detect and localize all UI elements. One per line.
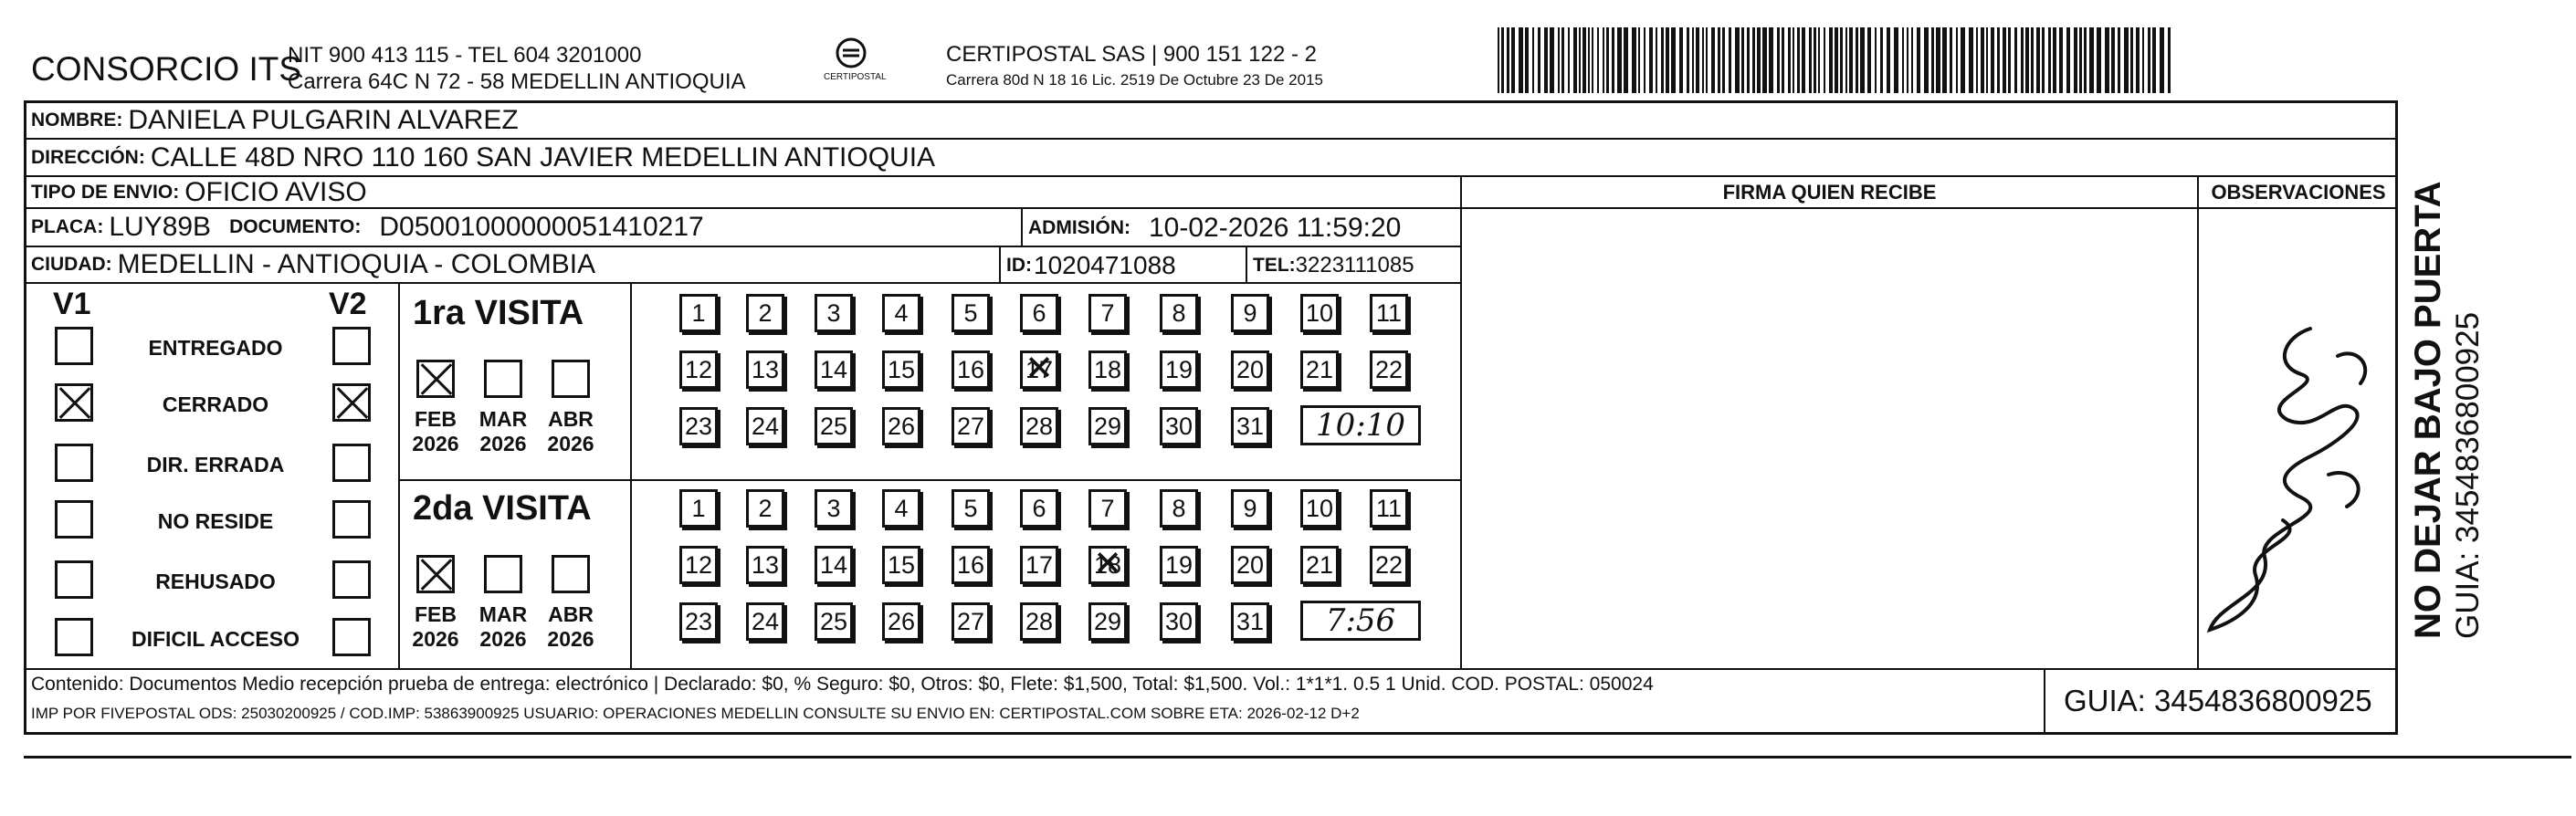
- barcode-bar: [1818, 27, 1820, 93]
- plate-value: LUY89B: [109, 212, 212, 242]
- side-text: [2407, 181, 2487, 639]
- side-guia: GUIA: 3454836800925: [2450, 311, 2486, 639]
- barcode-bar: [1519, 27, 1523, 93]
- barcode-bar: [1718, 27, 1720, 93]
- day-box[interactable]: 13: [746, 546, 784, 584]
- month-checkbox[interactable]: [552, 555, 590, 593]
- barcode-bar: [1950, 27, 1952, 93]
- handwritten-signature: [2201, 301, 2383, 648]
- day-box[interactable]: 11: [1370, 489, 1408, 528]
- barcode-bar: [1814, 27, 1816, 93]
- day-box[interactable]: 28: [1020, 602, 1058, 641]
- day-box[interactable]: 7: [1088, 489, 1127, 528]
- day-box[interactable]: 31: [1231, 407, 1269, 445]
- barcode-bar: [1829, 27, 1833, 93]
- observations-divider: [2197, 177, 2199, 668]
- month-label: [543, 602, 598, 652]
- v1-checkbox[interactable]: [55, 383, 93, 422]
- barcode-bar: [1793, 27, 1794, 93]
- barcode-bar: [1907, 27, 1908, 93]
- barcode-bar: [2084, 27, 2087, 93]
- month-name: FEB: [415, 602, 457, 626]
- months-divider: [630, 284, 632, 668]
- barcode-bar: [1986, 27, 1988, 93]
- day-box[interactable]: 4: [882, 294, 920, 332]
- barcode-bar: [1632, 27, 1636, 93]
- logo-text: CERTIPOSTAL: [824, 72, 887, 82]
- barcode-bar: [2130, 27, 2133, 93]
- certipostal-info: [946, 42, 1323, 93]
- barcode-bar: [1666, 27, 1669, 93]
- barcode-bar: [1976, 27, 1978, 93]
- plate-label: PLACA:: [31, 216, 104, 237]
- month-year: 2026: [547, 627, 594, 651]
- barcode-bar: [1638, 27, 1640, 93]
- day-box[interactable]: 12: [679, 350, 718, 389]
- certipostal-line1: CERTIPOSTAL SAS | 900 151 122 - 2: [946, 42, 1317, 67]
- barcode-bar: [1582, 27, 1586, 93]
- visit-time: 7:56: [1300, 601, 1421, 641]
- barcode-bar: [1769, 27, 1773, 93]
- barcode-bar: [1887, 27, 1890, 93]
- barcode-bar: [1840, 27, 1843, 93]
- day-box[interactable]: 3: [815, 294, 853, 332]
- day-box[interactable]: 12: [679, 546, 718, 584]
- day-box[interactable]: 6: [1020, 489, 1058, 528]
- barcode-bar: [1880, 27, 1883, 93]
- type-row: [24, 177, 1461, 209]
- barcode-bar: [1692, 27, 1694, 93]
- barcode-bar: [2168, 27, 2171, 93]
- day-box[interactable]: 21: [1300, 546, 1339, 584]
- barcode-bar: [2136, 27, 2140, 93]
- barcode-bar: [1624, 27, 1628, 93]
- day-box[interactable]: 19: [1160, 546, 1198, 584]
- barcode-bar: [1544, 27, 1548, 93]
- shipment-type: OFICIO AVISO: [184, 176, 367, 207]
- barcode-bar: [2066, 27, 2070, 93]
- barcode-bar: [1860, 27, 1865, 93]
- barcode-bar: [1911, 27, 1913, 93]
- barcode-bar: [1856, 27, 1858, 93]
- document-label: DOCUMENTO:: [229, 216, 362, 237]
- v2-checkbox[interactable]: [332, 327, 371, 365]
- document-value: D05001000000051410217: [379, 212, 704, 242]
- barcode-bar: [1735, 27, 1740, 93]
- barcode-bar: [2074, 27, 2077, 93]
- logo-icon: [835, 37, 867, 69]
- barcode-bar: [1894, 27, 1898, 93]
- barcode-bar: [1511, 27, 1515, 93]
- outer-bottom-line: [24, 756, 2571, 758]
- barcode-bar: [1809, 27, 1812, 93]
- barcode-bar: [1671, 27, 1676, 93]
- signature-header: FIRMA QUIEN RECIBE: [1722, 181, 1937, 204]
- month-label: [543, 407, 598, 456]
- barcode-bar: [1561, 27, 1564, 93]
- barcode-bar: [2111, 27, 2115, 93]
- barcode-bar: [2003, 27, 2006, 93]
- day-box[interactable]: 5: [952, 489, 990, 528]
- day-box[interactable]: 29: [1088, 602, 1127, 641]
- month-label: [408, 407, 463, 456]
- barcode-bar: [2021, 27, 2024, 93]
- company-name: CONSORCIO ITS: [31, 50, 302, 88]
- signature-left-divider: [1460, 177, 1462, 668]
- barcode-bar: [2152, 27, 2156, 93]
- guia-number: GUIA: 3454836800925: [2044, 668, 2400, 734]
- id-divider: [999, 247, 1001, 284]
- barcode-bar: [1797, 27, 1800, 93]
- day-box[interactable]: 24: [746, 407, 784, 445]
- month-label: [476, 407, 531, 456]
- barcode-bar: [2059, 27, 2063, 93]
- barcode-bar: [1991, 27, 1994, 93]
- day-box[interactable]: 15: [882, 350, 920, 389]
- tel-cell: [1246, 247, 1414, 284]
- day-box[interactable]: 17: [1020, 546, 1058, 584]
- month-checkbox[interactable]: [484, 555, 522, 593]
- day-box[interactable]: 10: [1300, 489, 1339, 528]
- barcode-bar: [2142, 27, 2144, 93]
- barcode-bar: [1687, 27, 1689, 93]
- day-box[interactable]: 16: [952, 350, 990, 389]
- id-value: 1020471088: [1034, 251, 1176, 279]
- day-box[interactable]: 23: [679, 407, 718, 445]
- barcode-bar: [2048, 27, 2051, 93]
- day-box[interactable]: 14: [815, 350, 853, 389]
- day-box[interactable]: 8: [1160, 294, 1198, 332]
- barcode-bar: [1603, 27, 1604, 93]
- barcode-bar: [1711, 27, 1715, 93]
- day-box[interactable]: 25: [815, 407, 853, 445]
- day-box[interactable]: 30: [1160, 407, 1198, 445]
- v1-header: V1: [53, 287, 91, 321]
- barcode-bar: [2031, 27, 2034, 93]
- barcode-bar: [2079, 27, 2082, 93]
- status-option-label: REHUSADO: [155, 570, 276, 593]
- day-box[interactable]: 4: [882, 489, 920, 528]
- day-box[interactable]: 2: [746, 489, 784, 528]
- barcode-bar: [1762, 27, 1767, 93]
- barcode-bar: [2160, 27, 2164, 93]
- barcode-bar: [1644, 27, 1645, 93]
- barcode-bar: [2097, 27, 2101, 93]
- barcode-bar: [1722, 27, 1725, 93]
- nit-line: NIT 900 413 115 - TEL 604 3201000: [288, 43, 642, 68]
- barcode-bar: [1942, 27, 1947, 93]
- barcode-bar: [1961, 27, 1965, 93]
- company-contact: [288, 42, 746, 95]
- barcode-bar: [1617, 27, 1622, 93]
- month-checkbox[interactable]: [416, 360, 455, 398]
- day-box[interactable]: 8: [1160, 489, 1198, 528]
- barcode-bar: [2014, 27, 2017, 93]
- tel-label: TEL:: [1253, 255, 1296, 276]
- barcode-bar: [1612, 27, 1614, 93]
- month-name: MAR: [478, 407, 528, 431]
- day-box[interactable]: 14: [815, 546, 853, 584]
- day-box[interactable]: 7: [1088, 294, 1127, 332]
- day-box[interactable]: 17 ✕: [1020, 350, 1058, 389]
- footer-contents: Contenido: Documentos Medio recepción prueba de entrega: electrónico | Declarado: $0, % Seguro: $0, Otros: $0, Flete: $1,500, Total: $1,500. Vol.: 1*1*1. 0.5 1 Unid. COD. POSTAL: 050024: [31, 674, 1654, 695]
- certipostal-line2: Carrera 80d N 18 16 Lic. 2519 De Octubre 23 De 2015: [946, 71, 1323, 89]
- barcode-bar: [1597, 27, 1599, 93]
- day-box[interactable]: 24: [746, 602, 784, 641]
- day-box[interactable]: 15: [882, 546, 920, 584]
- day-box[interactable]: 1: [679, 294, 718, 332]
- day-box[interactable]: 26: [882, 407, 920, 445]
- barcode-bar: [1747, 27, 1750, 93]
- day-box[interactable]: 5: [952, 294, 990, 332]
- admission-value: 10-02-2026 11:59:20: [1149, 213, 1402, 243]
- column-header-line: [1460, 207, 2398, 209]
- v2-checkbox[interactable]: [332, 618, 371, 656]
- barcode-bar: [1757, 27, 1761, 93]
- observations-header: OBSERVACIONES: [2211, 181, 2386, 204]
- day-box[interactable]: 22: [1370, 546, 1408, 584]
- barcode-bar: [1588, 27, 1590, 93]
- visit-title: 1ra VISITA: [413, 294, 584, 332]
- day-box[interactable]: 16: [952, 546, 990, 584]
- v1-checkbox[interactable]: [55, 560, 93, 599]
- day-box[interactable]: 18: [1088, 350, 1127, 389]
- day-box[interactable]: 11: [1370, 294, 1408, 332]
- barcode-bar: [2089, 27, 2094, 93]
- barcode-bar: [2124, 27, 2129, 93]
- barcode-bar: [1679, 27, 1683, 93]
- month-year: 2026: [547, 432, 594, 455]
- v1-checkbox[interactable]: [55, 327, 93, 365]
- barcode-bar: [1777, 27, 1780, 93]
- day-box[interactable]: 27: [952, 407, 990, 445]
- day-box[interactable]: 28: [1020, 407, 1058, 445]
- day-box[interactable]: 27: [952, 602, 990, 641]
- recipient-address: CALLE 48D NRO 110 160 SAN JAVIER MEDELLIN ANTIOQUIA: [150, 141, 936, 173]
- barcode-bar: [2118, 27, 2120, 93]
- barcode-bar: [2042, 27, 2045, 93]
- admission-label: ADMISIÓN:: [1028, 217, 1130, 238]
- barcode-bar: [1969, 27, 1973, 93]
- barcode-bar: [1849, 27, 1853, 93]
- name-label: NOMBRE:: [31, 110, 123, 131]
- barcode-bar: [1649, 27, 1653, 93]
- month-checkbox[interactable]: [484, 360, 522, 398]
- month-name: ABR: [548, 407, 594, 431]
- id-cell: [999, 247, 1176, 284]
- barcode-bar: [1696, 27, 1699, 93]
- recipient-name: DANIELA PULGARIN ALVAREZ: [128, 105, 519, 135]
- day-box[interactable]: 18 ✕: [1088, 546, 1127, 584]
- day-box[interactable]: 26: [882, 602, 920, 641]
- barcode-bar: [1741, 27, 1744, 93]
- side-instruction: NO DEJAR BAJO PUERTA: [2408, 181, 2448, 639]
- day-box[interactable]: 20: [1231, 546, 1269, 584]
- barcode-bar: [1924, 27, 1929, 93]
- day-box[interactable]: 19: [1160, 350, 1198, 389]
- barcode-bar: [2148, 27, 2150, 93]
- address-label: DIRECCIÓN:: [31, 146, 145, 168]
- v1-checkbox[interactable]: [55, 500, 93, 539]
- day-box[interactable]: 3: [815, 489, 853, 528]
- day-box[interactable]: 25: [815, 602, 853, 641]
- barcode-bar: [1661, 27, 1664, 93]
- barcode-bar: [1875, 27, 1877, 93]
- barcode-bar: [1550, 27, 1554, 93]
- v1-checkbox[interactable]: [55, 444, 93, 482]
- status-option-label: ENTREGADO: [148, 336, 283, 360]
- barcode-bar: [1956, 27, 1958, 93]
- id-label: ID:: [1006, 255, 1032, 276]
- day-box[interactable]: 10: [1300, 294, 1339, 332]
- status-option-label: DIR. ERRADA: [146, 453, 285, 476]
- month-name: FEB: [415, 407, 457, 431]
- barcode-bar: [1573, 27, 1577, 93]
- barcode-bar: [1917, 27, 1920, 93]
- barcode-bar: [2053, 27, 2056, 93]
- barcode-bar: [1802, 27, 1805, 93]
- month-name: ABR: [548, 602, 594, 626]
- day-box[interactable]: 22: [1370, 350, 1408, 389]
- barcode-bar: [2025, 27, 2029, 93]
- barcode-bar: [1936, 27, 1940, 93]
- tel-value: 3223111085: [1295, 253, 1414, 277]
- visit-title: 2da VISITA: [413, 489, 592, 528]
- v2-checkbox[interactable]: [332, 500, 371, 539]
- barcode-bar: [1902, 27, 1904, 93]
- month-checkbox[interactable]: [416, 555, 455, 593]
- barcode-bar: [1558, 27, 1560, 93]
- barcode-bar: [1981, 27, 1984, 93]
- month-checkbox[interactable]: [552, 360, 590, 398]
- v1-checkbox[interactable]: [55, 618, 93, 656]
- barcode-bar: [1782, 27, 1784, 93]
- address-row: [24, 140, 2398, 177]
- day-box[interactable]: 29: [1088, 407, 1127, 445]
- barcode-bar: [1525, 27, 1529, 93]
- barcode-bar: [1538, 27, 1540, 93]
- footer-line: [24, 668, 2398, 670]
- visit-time: 10:10: [1300, 405, 1421, 445]
- v2-header: V2: [329, 287, 367, 321]
- barcode-bar: [1507, 27, 1509, 93]
- barcode-bar: [1845, 27, 1847, 93]
- month-label: [408, 602, 463, 652]
- day-box[interactable]: 13: [746, 350, 784, 389]
- status-divider: [398, 284, 400, 668]
- v2-checkbox[interactable]: [332, 560, 371, 599]
- name-row: [24, 103, 2398, 140]
- month-year: 2026: [479, 627, 527, 651]
- month-label: [476, 602, 531, 652]
- barcode-bar: [2008, 27, 2011, 93]
- month-year: 2026: [412, 432, 459, 455]
- barcode-bar: [1824, 27, 1825, 93]
- day-box[interactable]: 21: [1300, 350, 1339, 389]
- barcode-bar: [2105, 27, 2109, 93]
- barcode-bar: [1568, 27, 1570, 93]
- barcode-bar: [1656, 27, 1657, 93]
- barcode-bar: [1931, 27, 1934, 93]
- day-box[interactable]: 31: [1231, 602, 1269, 641]
- month-year: 2026: [479, 432, 527, 455]
- day-box[interactable]: 6: [1020, 294, 1058, 332]
- barcode-bar: [1706, 27, 1708, 93]
- city-label: CIUDAD:: [31, 254, 112, 275]
- barcode-bar: [1997, 27, 2000, 93]
- month-name: MAR: [478, 602, 528, 626]
- barcode-bar: [1579, 27, 1581, 93]
- visit-divider: [398, 479, 1460, 481]
- barcode-bar: [1835, 27, 1838, 93]
- barcode: [1498, 27, 2173, 93]
- barcode-bar: [2036, 27, 2040, 93]
- certipostal-logo: [824, 37, 887, 82]
- address-line: Carrera 64C N 72 - 58 MEDELLIN ANTIOQUIA: [288, 69, 746, 94]
- barcode-bar: [1592, 27, 1593, 93]
- footer-print-info: IMP POR FIVEPOSTAL ODS: 25030200925 / COD.IMP: 53863900925 USUARIO: OPERACIONES MEDELLIN CONSULTE SU ENVIO EN: CERTIPOSTAL.COM SOBRE ETA: 2026-02-12 D+2: [31, 705, 1360, 722]
- status-option-label: DIFICIL ACCESO: [131, 627, 300, 651]
- barcode-bar: [1532, 27, 1534, 93]
- city-value: MEDELLIN - ANTIOQUIA - COLOMBIA: [117, 249, 596, 279]
- barcode-bar: [1702, 27, 1704, 93]
- day-box[interactable]: 20: [1231, 350, 1269, 389]
- barcode-bar: [1788, 27, 1791, 93]
- barcode-bar: [1752, 27, 1755, 93]
- barcode-bar: [1606, 27, 1609, 93]
- status-option-label: NO RESIDE: [157, 509, 274, 533]
- v2-checkbox[interactable]: [332, 383, 371, 422]
- barcode-bar: [1498, 27, 1499, 93]
- day-box[interactable]: 9: [1231, 294, 1269, 332]
- day-box[interactable]: 30: [1160, 602, 1198, 641]
- v2-checkbox[interactable]: [332, 444, 371, 482]
- type-label: TIPO DE ENVIO:: [31, 181, 180, 203]
- day-box[interactable]: 1: [679, 489, 718, 528]
- day-box[interactable]: 2: [746, 294, 784, 332]
- month-year: 2026: [412, 627, 459, 651]
- status-option-label: CERRADO: [162, 392, 269, 416]
- admission-divider: [1021, 209, 1023, 247]
- tel-divider: [1246, 247, 1247, 284]
- barcode-bar: [1729, 27, 1731, 93]
- day-box[interactable]: 23: [679, 602, 718, 641]
- day-box[interactable]: 9: [1231, 489, 1269, 528]
- admission-cell: [1021, 209, 1401, 247]
- barcode-bar: [1501, 27, 1504, 93]
- barcode-bar: [1867, 27, 1871, 93]
